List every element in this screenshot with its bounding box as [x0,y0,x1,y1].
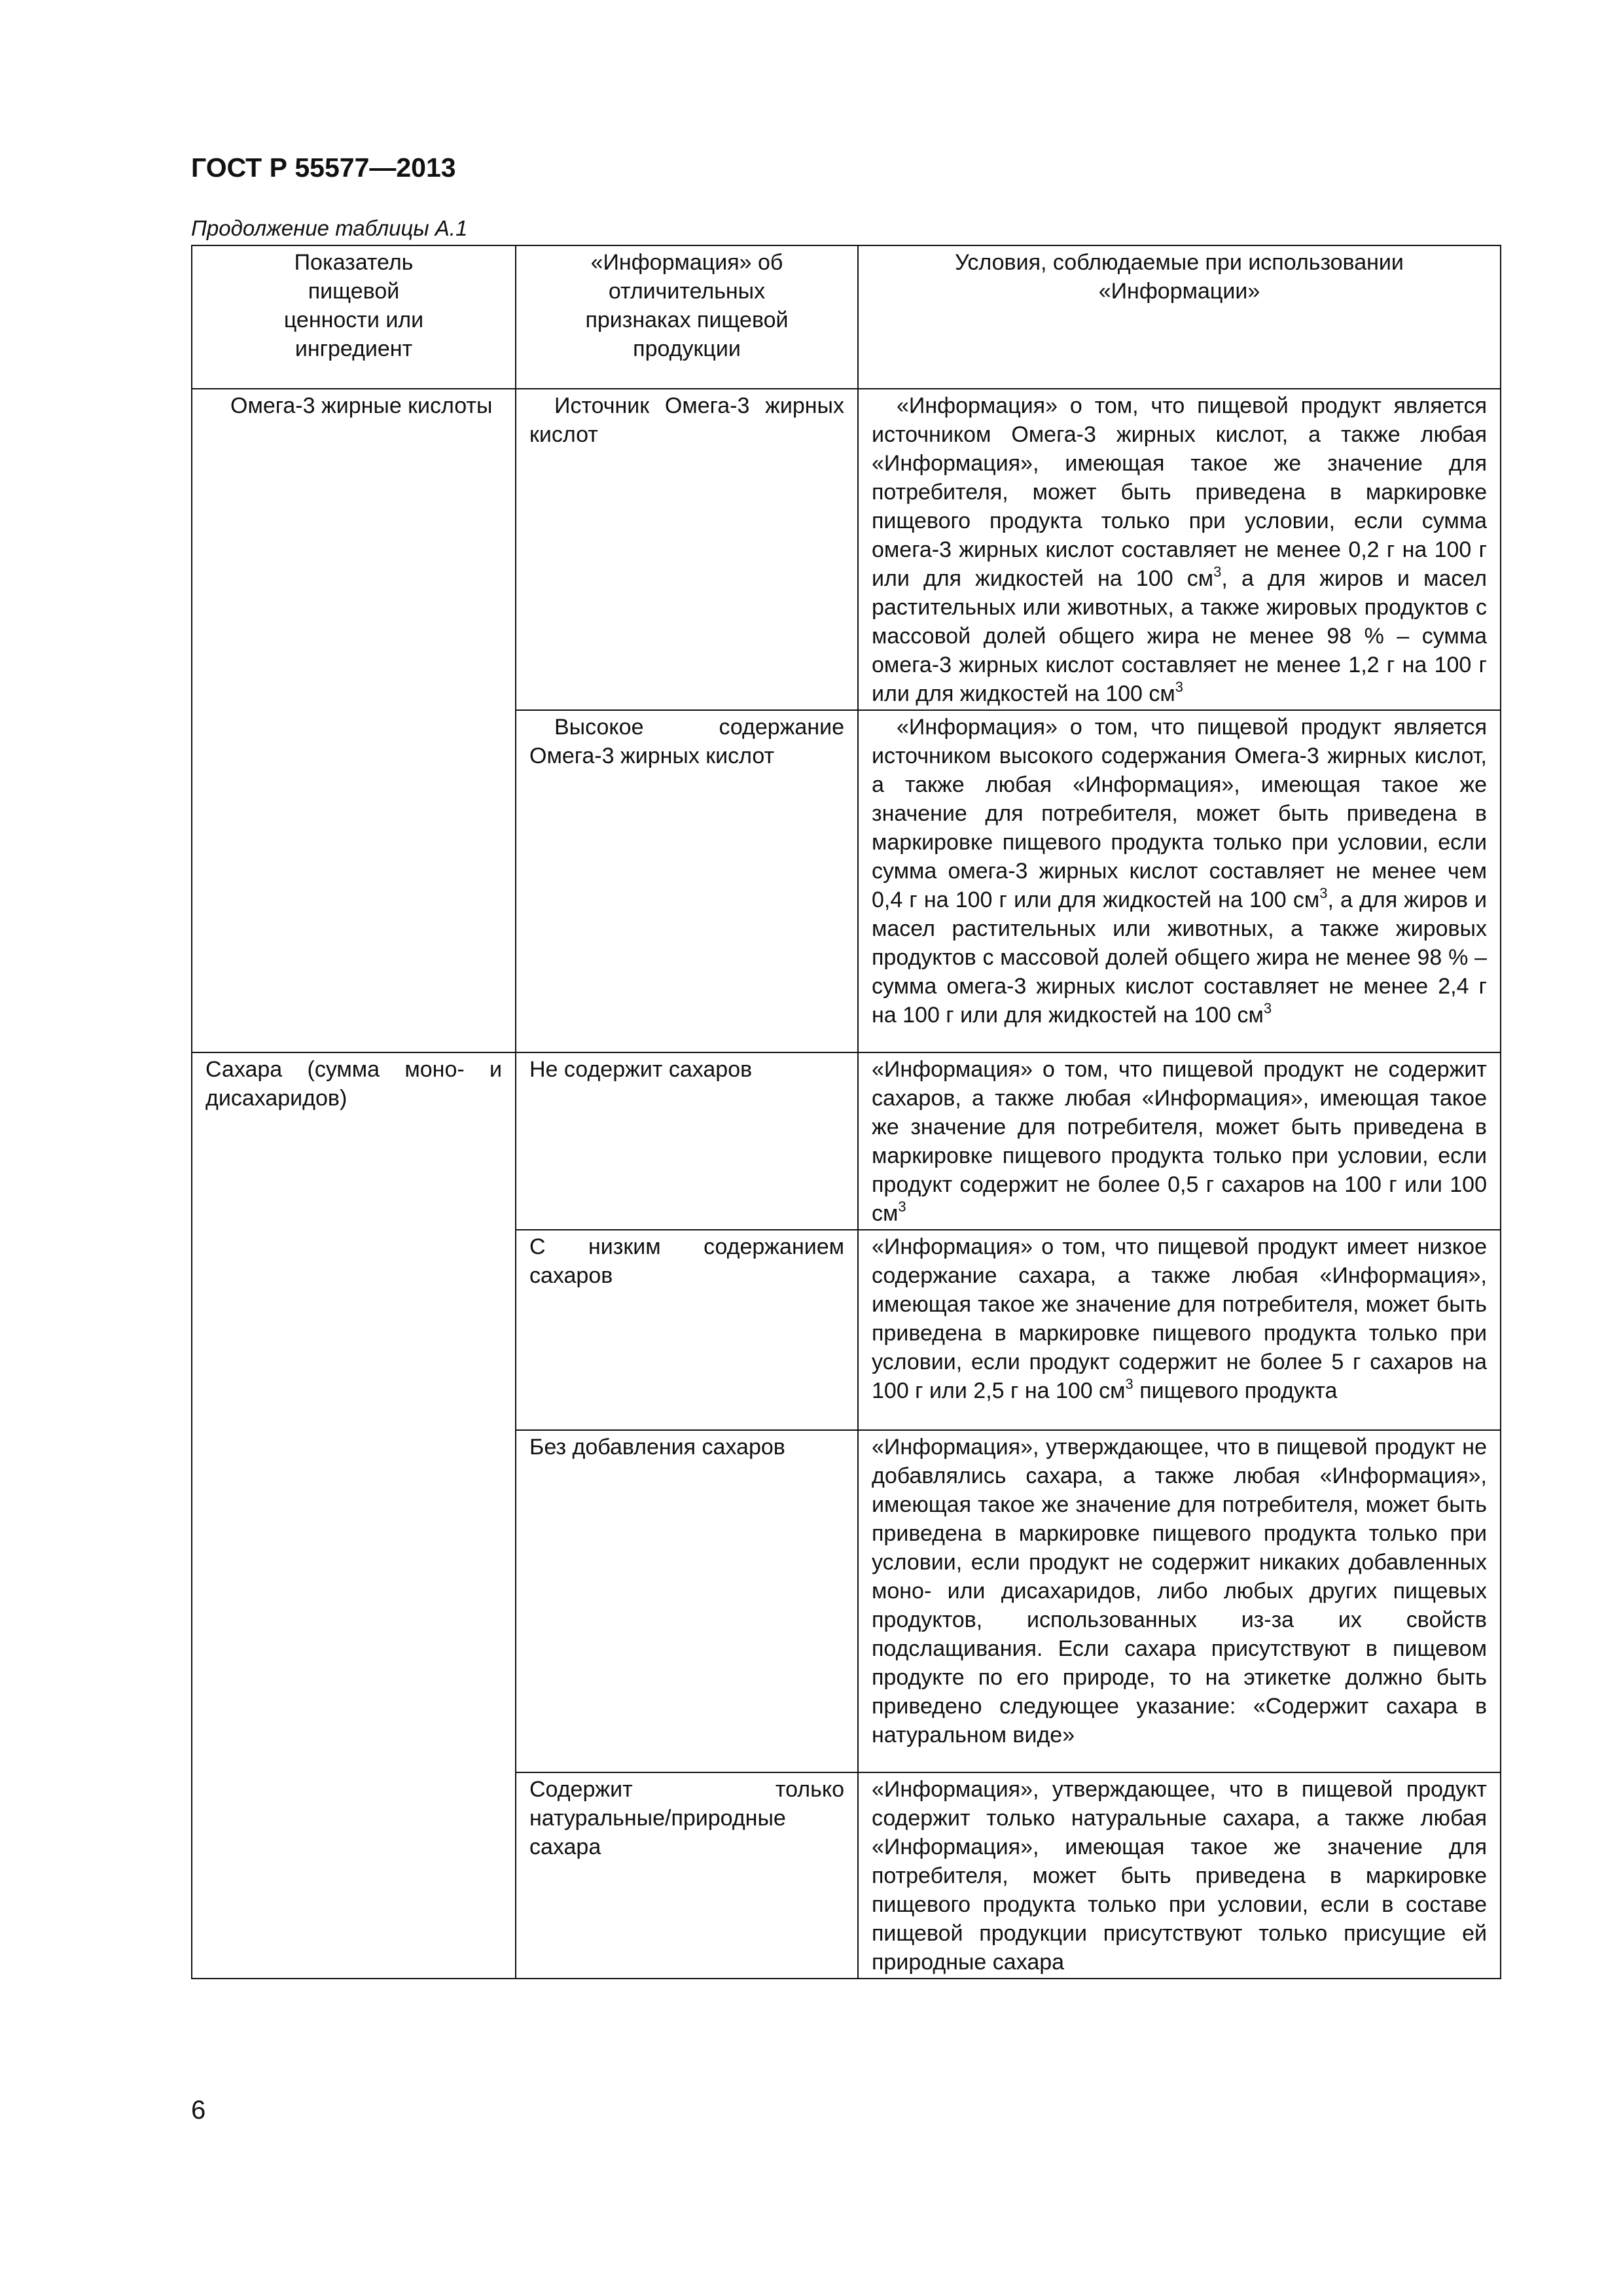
standard-designation: ГОСТ Р 55577—2013 [191,152,456,183]
condition-cell [858,1772,1501,1979]
header-claim [516,245,858,389]
indicator-cell [192,389,516,1052]
indicator-cell [192,1052,516,1979]
requirements-table [191,245,1501,1979]
claim-cell [516,389,858,710]
condition-cell [858,710,1501,1052]
claim-cell [516,1230,858,1430]
claim-cell [516,1430,858,1772]
claim-text: Без добавления сахаров [529,1435,785,1460]
condition-text: «Информация» о том, что пищевой продукт является источником Омега-3 жирных кислот, а также любая «Информация», имеющая такое же значение для потребителя, может быть приведена в маркировке пищевого продукта только при условии, если сумма омега-3 жирных кислот составляет не менее 0,2 г на 100 г или для жидкостей на 100 см [872,393,1487,591]
table-continuation-caption: Продолжение таблицы А.1 [191,216,468,240]
condition-text-cont: пищевого продукта [1133,1378,1338,1403]
claim-cell [516,1772,858,1979]
claim-text: Высокое содержание Омега-3 жирных кислот [529,715,844,768]
superscript: 3 [1263,1000,1272,1016]
claim-text: Не содержит сахаров [529,1057,753,1082]
claim-cell [516,1052,858,1230]
table-row [192,1052,1501,1230]
superscript: 3 [1125,1376,1133,1392]
superscript: 3 [1213,564,1222,580]
header-indicator [192,245,516,389]
header-condition [858,245,1501,389]
claim-text: Содержит только натуральные/природные сахара [529,1777,844,1859]
claim-cell [516,710,858,1052]
table-row [192,389,1501,710]
claim-text: С низким содержанием сахаров [529,1234,844,1288]
header-indicator-text: Показатель пищевой ценности или ингредиент [283,250,424,361]
indicator-text: Сахара (сумма моно- и дисахаридов) [205,1057,502,1111]
condition-text: «Информация» о том, что пищевой продукт имеет низкое содержание сахара, а также любая «Информация», имеющая такое же значение для потребителя, может быть приведена в маркировке пищевого продукта только при условии, если продукт содержит не более 5 г сахаров на 100 г или 2,5 г на 100 см [872,1234,1487,1403]
header-claim-text: «Информация» об отличительных признаках пищевой продукции [585,250,789,361]
condition-cell [858,389,1501,710]
page-number: 6 [191,2096,206,2125]
condition-text: «Информация» о том, что пищевой продукт является источником высокого содержания Омега-3 жирных кислот, а также любая «Информация», имеющая такое же значение для потребителя, может быть приведена в маркировке пищевого продукта только при условии, если сумма омега-3 жирных кислот составляет не менее чем 0,4 г на 100 г или для жидкостей на 100 см [872,715,1487,912]
header-condition-text: Условия, соблюдаемые при использовании «Информации» [955,250,1404,304]
claim-text: Источник Омега-3 жирных кислот [529,393,844,447]
superscript: 3 [1175,679,1184,695]
condition-text: «Информация», утверждающее, что в пищевой продукт не добавлялись сахара, а также любая «Информация», имеющая такое же значение для потребителя, может быть приведена в маркировке пищевого продукта только при условии, если продукт не содержит никаких добавленных моно- или дисахаридов, либо любых других пищевых продуктов, использованных из-за их свойств подслащивания. Если сахара присутствуют в пищевом продукте по его природе, то на этикетке должно быть приведено следующее указание: «Содержит сахара в натуральном виде» [872,1435,1487,1748]
condition-text: «Информация», утверждающее, что в пищевой продукт содержит только натуральные сахара, а также любая «Информация», имеющая такое же значение для потребителя, может быть приведена в маркировке пищевого продукта только при условии, если в составе пищевой продукции присутствуют только присущие ей природные сахара [872,1777,1487,1975]
condition-cell [858,1230,1501,1430]
table-header-row [192,245,1501,389]
condition-text-cont: , а для жиров и масел растительных или животных, а также жировых продуктов с массовой долей общего жира не менее 98 % – сумма омега-3 жирных кислот составляет не менее 1,2 г на 100 г или для жидкостей на 100 см [872,566,1487,706]
condition-cell [858,1052,1501,1230]
condition-text-cont: , а для жиров и масел растительных или животных, а также жировых продуктов с массовой долей общего жира не менее 98 % – сумма омега-3 жирных кислот составляет не менее 2,4 г на 100 г или для жидкостей на 100 см [872,888,1487,1028]
superscript: 3 [1319,885,1328,901]
condition-text: «Информация» о том, что пищевой продукт не содержит сахаров, а также любая «Информация», имеющая такое же значение для потребителя, может быть приведена в маркировке пищевого продукта только при условии, если продукт содержит не более 0,5 г сахаров на 100 г или 100 см [872,1057,1487,1226]
condition-cell [858,1430,1501,1772]
superscript: 3 [898,1198,906,1215]
indicator-text: Омега-3 жирные кислоты [230,393,493,418]
